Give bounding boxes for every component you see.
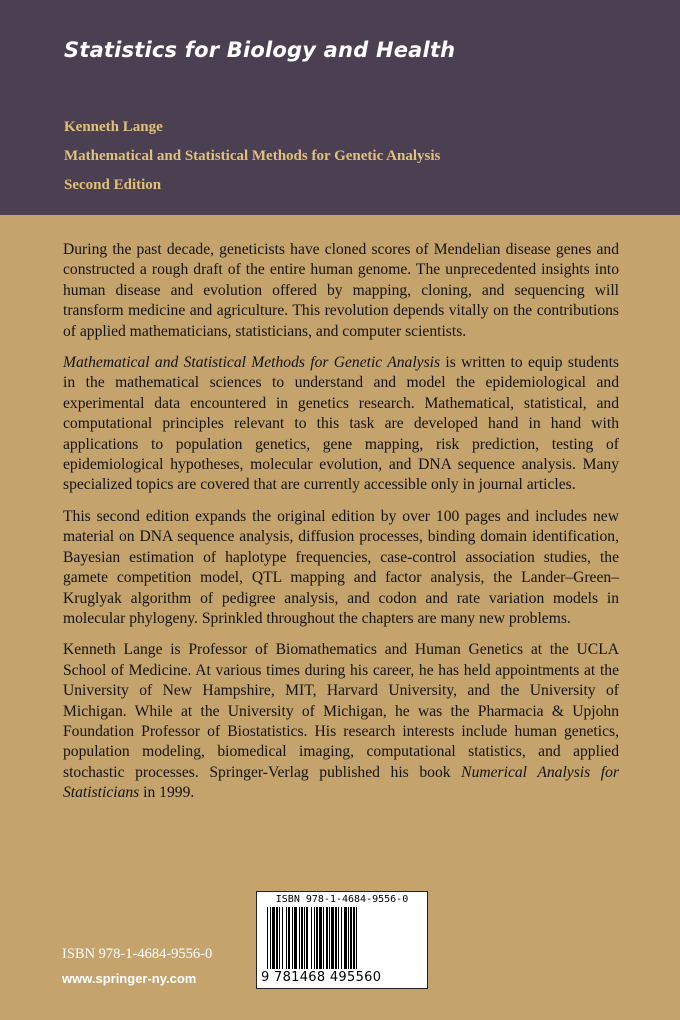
barcode-bar (335, 907, 337, 969)
barcode-bar (288, 907, 290, 969)
barcode-bar (353, 907, 355, 969)
author-bio-end: in 1999. (139, 784, 195, 802)
barcode-bar (348, 907, 349, 969)
paragraph-author-bio (63, 640, 619, 803)
barcode-bar (338, 907, 339, 969)
edition-label: Second Edition (64, 177, 162, 193)
back-cover-description (63, 240, 619, 815)
barcode-bar (286, 907, 287, 969)
barcode-bar (350, 907, 352, 969)
other-book-title: Numerical Analysis for Statisticians (63, 763, 620, 802)
barcode-bar (331, 907, 334, 969)
barcode-bar (341, 907, 342, 969)
barcode-isbn: ISBN 978-1-4684-9556-0 (275, 894, 409, 905)
barcode-bar (326, 907, 328, 969)
isbn-label: ISBN 978-1-4684-9556-0 (62, 946, 213, 962)
barcode-bar (272, 907, 275, 969)
barcode-bar (294, 907, 297, 969)
barcode-bar (356, 907, 357, 969)
barcode-bar (276, 907, 278, 969)
barcode-bar (301, 907, 303, 969)
barcode-bars (267, 907, 419, 971)
barcode-bar (299, 907, 300, 969)
barcode-bar (314, 907, 315, 969)
barcode-bar (319, 907, 322, 969)
barcode-bar (329, 907, 330, 969)
barcode (256, 891, 428, 989)
barcode-digits: 9 781468 495560 (261, 970, 382, 985)
barcode-bar (304, 907, 305, 969)
barcode-bar (292, 907, 293, 969)
barcode-bar (344, 907, 347, 969)
paragraph-purpose (63, 353, 619, 496)
publisher-url[interactable]: www.springer-ny.com (62, 971, 197, 986)
paragraph-edition: This second edition expands the original edition by over 100 pages and includes new material on DNA sequence analysis, diffusion processes, binding domain identification, Bayesian estimation of haplotype frequencies, case-control association studies, the gamete competition model, QTL mapping and factor analysis, the Lander–Green–Kruglyak algorithm of pedigree analysis, and codon and rate variation models in molecular phylogeny. Sprinkled throughout the chapters are many new problems. (63, 507, 619, 627)
series-title: Statistics for Biology and Health (64, 38, 456, 62)
barcode-bar (282, 907, 283, 969)
barcode-bar (306, 907, 308, 969)
author-name: Kenneth Lange (64, 119, 163, 135)
barcode-bar (323, 907, 324, 969)
book-title: Mathematical and Statistical Methods for Genetic Analysis (64, 148, 441, 164)
book-title-italic: Mathematical and Statistical Methods for Genetic Analysis (63, 354, 441, 372)
barcode-bar (279, 907, 280, 969)
barcode-bar (316, 907, 318, 969)
paragraph-intro: During the past decade, geneticists have cloned scores of Mendelian disease genes and constructed a rough draft of the entire human genome. The unprecedented insights into human disease and evolution offered by mapping, cloning, and sequencing will transform medicine and agriculture. This revolution depends vitally on the contributions of applied mathematicians, statisticians, and computer scientists. (63, 241, 619, 340)
barcode-bar (311, 907, 312, 969)
barcode-bar (267, 907, 268, 969)
author-bio-text: Kenneth Lange is Professor of Biomathematics and Human Genetics at the UCLA School of Medicine. At various times during his career, he has held appointments at the University of New Hampshire, MIT, Harvard University, and the University of Michigan. While at the University of Michigan, he was the Pharmacia & Upjohn Foundation Professor of Biostatistics. His research interests include human genetics, population modeling, biomedical imaging, computational statistics, and applied stochastic processes. Springer-Verlag published his book (63, 641, 619, 781)
barcode-bar (270, 907, 271, 969)
paragraph-purpose-text: is written to equip students in the mathematical sciences to understand and model the epidemiological and experimental data encountered in genetics research. Mathematical, statistical, and computational principles relevant to this task are developed hand in hand with applications to population genetics, gene mapping, risk prediction, testing of epidemiological hypotheses, molecular evolution, and DNA sequence analysis. Many specialized topics are covered that are currently accessible only in journal articles. (63, 354, 619, 494)
